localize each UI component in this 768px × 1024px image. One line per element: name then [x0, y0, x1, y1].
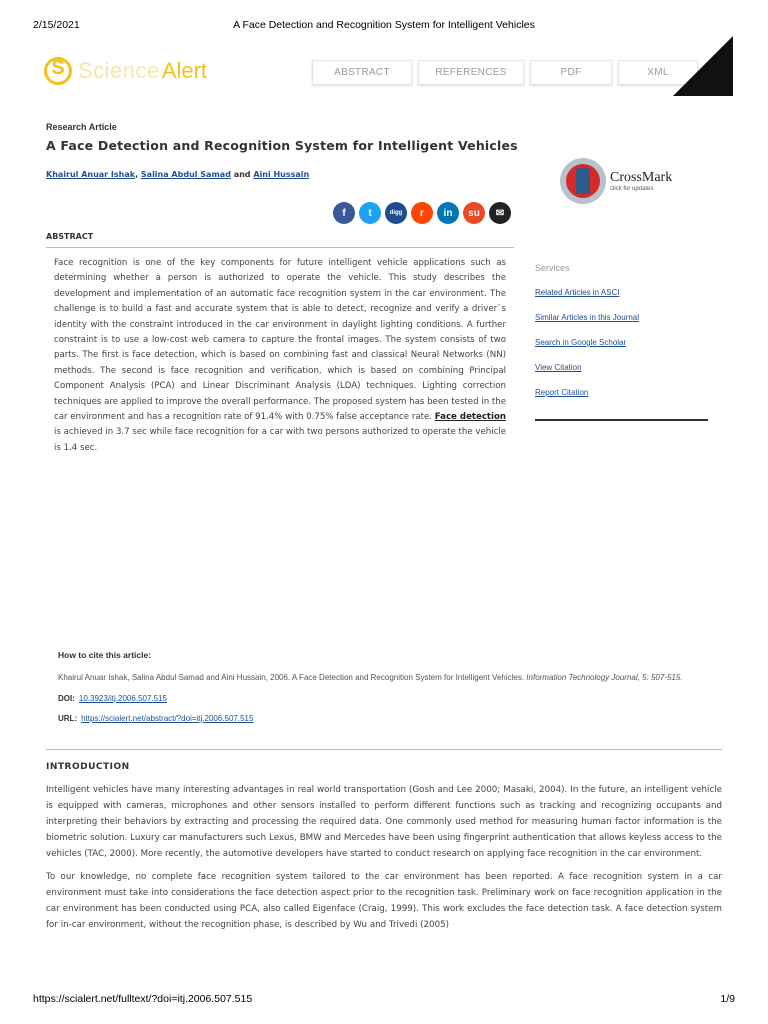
keyword-link[interactable]: Face detection — [434, 412, 507, 423]
reddit-icon[interactable]: r — [411, 202, 433, 224]
site-logo[interactable] — [44, 55, 207, 87]
service-link-report-citation[interactable]: Report Citation — [535, 388, 589, 397]
share-buttons — [333, 202, 515, 224]
crossmark-name: CrossMark — [610, 170, 673, 185]
abstract-text: Face recognition is one of the key components for future intelligent vehicle applications such as determining whether a person is authorized to operate the vehicle. This study describes the development and implementation of an automatic face recognition system in the car environment. The challenge is to build a fast and accurate system that is able to detect, recognize and verify a driver`s identity with the constraint introduced in the car environment in daylight lighting conditions. A further constraint is to use a low-cost web camera to capture the frontal images. The system consists of two parts. The first is face detection, which is based on combining fast and classical Neural Networks (NN) methods. The second is face recognition and verification, which is based on combining Principal Component Analysis (PCA) and Linear Discriminant Analysis (LDA) techniques. Lighting correction techniques are applied to improve the overall performance. The proposed system has been tested in the car environment and has a recognition rate of 91.4% with 0.75% false acceptance rate. Face detection is achieved in 3.7 sec while face recognition for a car with two persons authorized to operate the vehicle is 1.4 sec. — [54, 258, 507, 453]
citation-doi: DOI: 10.3923/itj.2006.507.515 — [58, 694, 167, 703]
service-link-related-articles[interactable]: Related Articles in ASCI — [535, 288, 620, 297]
facebook-icon[interactable]: f — [333, 202, 355, 224]
crossmark-subtext: click for updates — [610, 186, 654, 192]
author-separator: and — [230, 170, 254, 179]
service-link-view-citation[interactable]: View Citation — [535, 363, 582, 372]
services-panel — [535, 263, 639, 413]
service-link-google-scholar[interactable]: Search in Google Scholar — [535, 338, 627, 347]
logo-mark-icon — [44, 57, 72, 85]
citation-url: URL: https://scialert.net/abstract/?doi=itj.2006.507.515 — [58, 714, 254, 723]
services-title: Services — [535, 263, 570, 273]
author-link[interactable]: Salina Abdul Samad — [140, 170, 231, 179]
citation-journal: Information Technology Journal, 5: 507-515. — [526, 673, 683, 682]
tab-xml[interactable]: XML — [618, 60, 698, 85]
linkedin-icon[interactable]: in — [437, 202, 459, 224]
introduction-heading: INTRODUCTION — [46, 762, 130, 772]
author-separator: , — [135, 170, 141, 179]
divider — [46, 247, 514, 248]
print-doc-title: A Face Detection and Recognition System for Intelligent Vehicles — [233, 19, 535, 31]
digg-icon[interactable]: digg — [385, 202, 407, 224]
tab-pdf[interactable]: PDF — [530, 60, 612, 85]
author-link[interactable]: Aini Hussain — [253, 170, 310, 179]
email-icon[interactable]: ✉ — [489, 202, 511, 224]
article-title: A Face Detection and Recognition System for Intelligent Vehicles — [46, 138, 518, 153]
paragraph: Intelligent vehicles have many interesting advantages in real world transportation (Gosh and Lee 2000; Masaki, 2004). In the future, an intelligent vehicle is equipped with cameras, microphones and other sensors installed to perform different functions such as tracking and recognizing occupants and interpreting their behaviors by extracting and processing the required data. One commonly used method for measuring human factor information is the biometric solution. Luxury car manufacturers such Lexus, BMW and Mercedes have been using fingerprint authentication that allows keyless access to the vehicles (TAC, 2000). More recently, the automotive developers have started to conduct research on applying face recognition in the car environment. — [46, 785, 722, 859]
print-date: 2/15/2021 — [33, 19, 80, 31]
author-link[interactable]: Khairul Anuar Ishak — [46, 170, 136, 179]
stumbleupon-icon[interactable]: su — [463, 202, 485, 224]
logo-alert-text: Alert — [161, 58, 208, 83]
author-list — [46, 170, 309, 179]
url-link[interactable]: https://scialert.net/abstract/?doi=itj.2006.507.515 — [81, 714, 254, 723]
citation-text: Khairul Anuar Ishak, Salina Abdul Samad and Aini Hussain, 2006. A Face Detection and Recognition System for Intelligent Vehicles. Information Technology Journal, 5: 507-515. — [58, 673, 683, 682]
divider — [46, 749, 722, 750]
citation-box — [58, 650, 718, 723]
article-nav-tabs — [312, 60, 704, 85]
twitter-icon[interactable]: t — [359, 202, 381, 224]
crossmark-icon — [560, 158, 606, 204]
service-link-similar-articles[interactable]: Similar Articles in this Journal — [535, 313, 640, 322]
paragraph: To our knowledge, no complete face recognition system tailored to the car environment has been reported. A face recognition system in a car environment must take into considerations the face detection aspect prior to the recognition task. Preliminary work on face recognition application in the car environment has been conducted using PCA, also called Eigenface (Craig, 1999). This work excludes the face detection task. A face detection system for in-car environment, without the recognition phase, is described by Wu and Trivedi (2005) — [46, 872, 722, 930]
tab-references[interactable]: REFERENCES — [418, 60, 524, 85]
tab-abstract[interactable]: ABSTRACT — [312, 60, 412, 85]
logo-science-text: Science — [78, 58, 160, 83]
citation-heading: How to cite this article: — [58, 650, 152, 660]
divider — [535, 419, 708, 421]
crossmark-badge[interactable] — [560, 158, 672, 204]
print-url: https://scialert.net/fulltext/?doi=itj.2006.507.515 — [33, 993, 253, 1005]
doi-link[interactable]: 10.3923/itj.2006.507.515 — [78, 694, 167, 703]
page-number: 1/9 — [720, 993, 735, 1005]
abstract-heading: ABSTRACT — [46, 232, 94, 241]
introduction-text — [46, 782, 722, 940]
article-type: Research Article — [46, 122, 117, 132]
page-corner-fold — [673, 36, 733, 96]
